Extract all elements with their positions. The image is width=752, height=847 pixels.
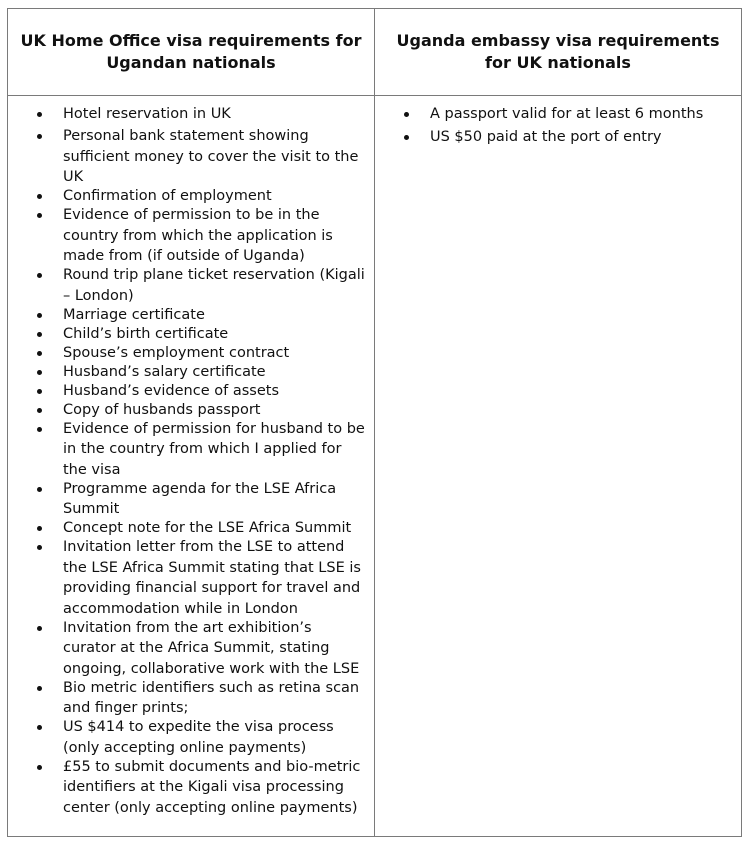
bullet-icon <box>37 370 42 375</box>
bullet-icon <box>37 526 42 531</box>
list-item <box>8 205 374 267</box>
list-item <box>8 305 374 326</box>
bullet-icon <box>37 545 42 550</box>
bullet-icon <box>37 686 42 691</box>
list-item-text: Hotel reservation in UK <box>63 106 231 122</box>
list-item <box>8 343 374 364</box>
list-item-text: Evidence of permission to be in the country from which the application is made from (if outside of Uganda) <box>63 207 333 264</box>
list-item-text: Concept note for the LSE Africa Summit <box>63 520 352 536</box>
list-item <box>8 381 374 402</box>
list-item-text: Round trip plane ticket reservation (Kigali – London) <box>63 267 365 304</box>
list-item-text: £55 to submit documents and bio-metric identifiers at the Kigali visa processing center (only accepting online payments) <box>63 758 361 816</box>
list-item-text: Personal bank statement showing sufficient money to cover the visit to the UK <box>63 128 359 185</box>
list-item <box>8 126 374 188</box>
column-header-uganda: Uganda embassy visa requirements for UK nationals <box>375 9 741 96</box>
bullet-icon <box>37 626 42 631</box>
uk-requirements-list <box>8 104 374 818</box>
bullet-icon <box>37 765 42 770</box>
list-item-text: Invitation letter from the LSE to attend the LSE Africa Summit stating that LSE is providing financial support for travel and accommodation while in London <box>63 539 361 617</box>
column-header-uk: UK Home Office visa requirements for Ugandan nationals <box>8 9 375 96</box>
list-item-text: US $414 to expedite the visa process (only accepting online payments) <box>63 719 334 756</box>
list-item <box>8 537 374 619</box>
list-item-text: Child’s birth certificate <box>63 325 229 342</box>
list-item <box>8 104 374 125</box>
bullet-icon <box>37 427 42 432</box>
uk-requirements-cell <box>8 96 375 836</box>
visa-requirements-table <box>7 8 742 837</box>
bullet-icon <box>37 313 42 318</box>
list-item-text: Husband’s evidence of assets <box>63 382 279 399</box>
list-item-text: US $50 paid at the port of entry <box>430 129 662 145</box>
list-item <box>8 717 374 758</box>
list-item <box>375 127 741 148</box>
bullet-icon <box>37 725 42 730</box>
uganda-requirements-list <box>375 104 741 148</box>
list-item <box>8 400 374 421</box>
bullet-icon <box>37 194 42 199</box>
list-item <box>8 362 374 383</box>
list-item-text: A passport valid for at least 6 months <box>430 106 704 122</box>
bullet-icon <box>37 351 42 356</box>
list-item <box>8 518 374 539</box>
list-item <box>8 678 374 719</box>
list-item-text: Husband’s salary certificate <box>63 363 266 380</box>
list-item-text: Invitation from the art exhibition’s curator at the Africa Summit, stating ongoing, collaborative work with the LSE <box>63 619 360 677</box>
bullet-icon <box>37 332 42 337</box>
list-item-text: Copy of husbands passport <box>63 401 261 418</box>
list-item <box>8 324 374 345</box>
list-item-text: Bio metric identifiers such as retina scan and finger prints; <box>63 679 360 716</box>
list-item-text: Confirmation of employment <box>63 188 272 204</box>
list-item-text: Programme agenda for the LSE Africa Summit <box>63 480 337 517</box>
bullet-icon <box>37 389 42 394</box>
bullet-icon <box>404 112 409 117</box>
list-item-text: Spouse’s employment contract <box>63 344 290 361</box>
bullet-icon <box>37 134 42 139</box>
list-item-text: Marriage certificate <box>63 306 205 323</box>
bullet-icon <box>37 213 42 218</box>
list-item-text: Evidence of permission for husband to be in the country from which I applied for the visa <box>63 420 365 478</box>
list-item <box>8 265 374 306</box>
bullet-icon <box>404 135 409 140</box>
bullet-icon <box>37 408 42 413</box>
list-item <box>8 186 374 207</box>
uganda-requirements-cell <box>375 96 741 836</box>
bullet-icon <box>37 487 42 492</box>
bullet-icon <box>37 112 42 117</box>
list-item <box>8 479 374 520</box>
list-item <box>8 618 374 680</box>
list-item <box>8 419 374 481</box>
list-item <box>8 757 374 819</box>
list-item <box>375 104 741 125</box>
bullet-icon <box>37 273 42 278</box>
